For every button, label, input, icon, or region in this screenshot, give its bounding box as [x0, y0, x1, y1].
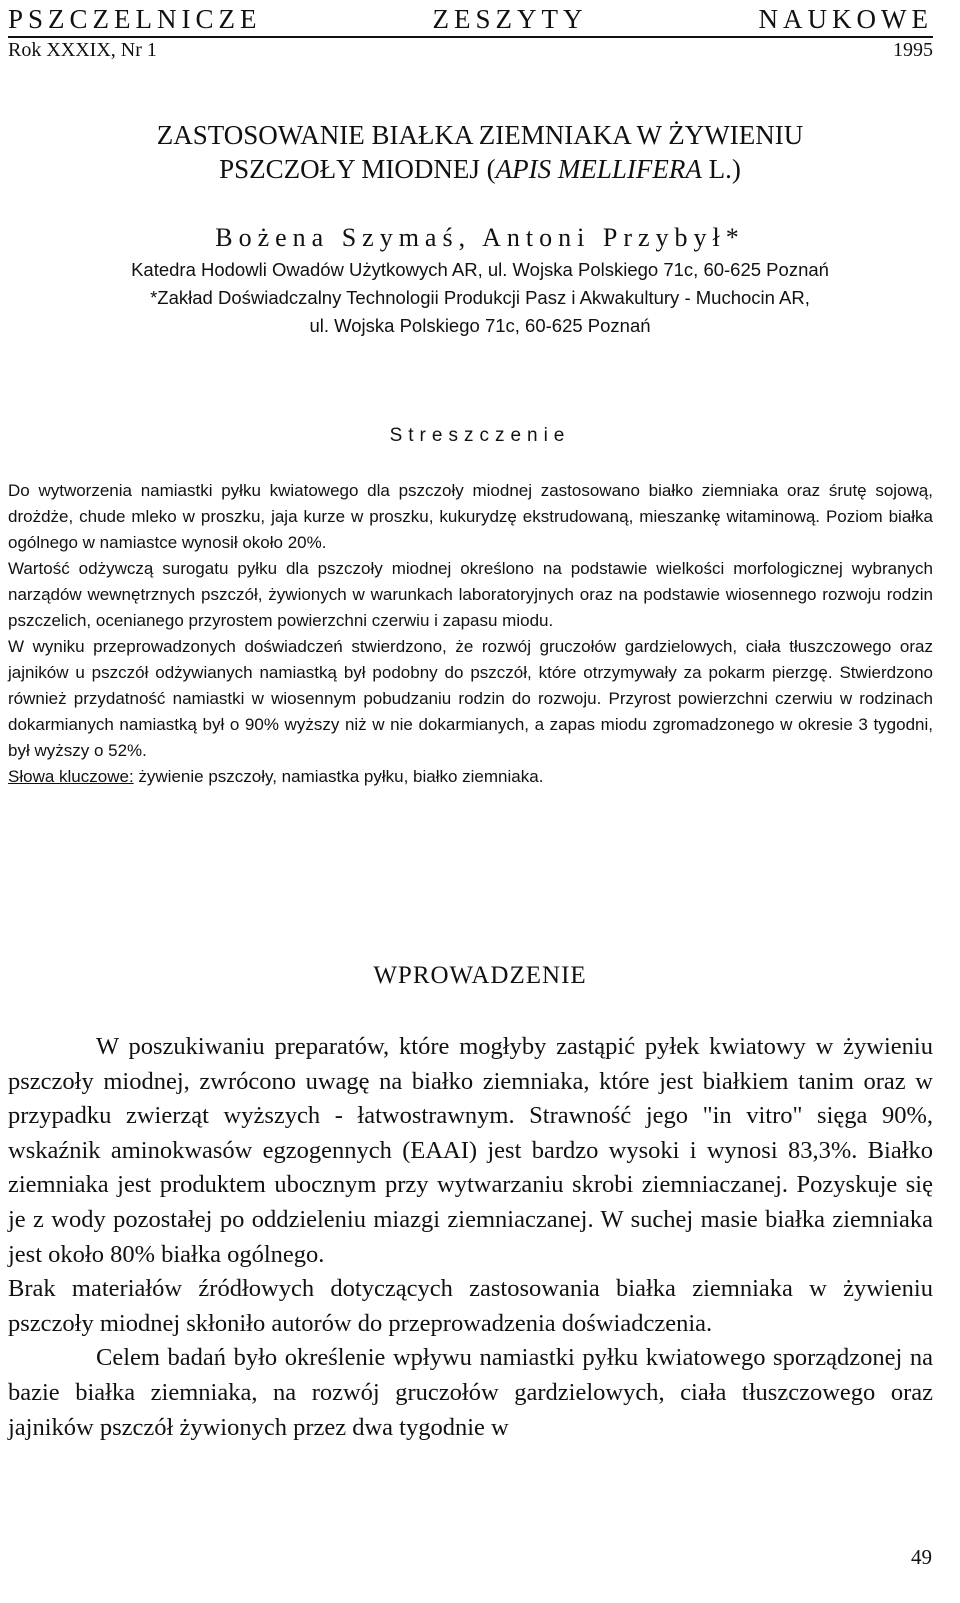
- body-text: [8, 1030, 933, 1445]
- title-line-2: [0, 152, 960, 186]
- title-line-1: ZASTOSOWANIE BIAŁKA ZIEMNIAKA W ŻYWIENIU: [156, 120, 804, 150]
- journal-word-1: PSZCZELNICZE: [8, 4, 262, 34]
- affiliation-line-2: *Zakład Doświadczalny Technologii Produkcji Pasz i Akwakultury - Muchocin AR,: [150, 287, 810, 308]
- affiliation-line-3: ul. Wojska Polskiego 71c, 60-625 Poznań: [309, 315, 651, 336]
- journal-header: [8, 2, 933, 38]
- issue-line: [8, 38, 933, 62]
- abstract-paragraph: W wyniku przeprowadzonych doświadczeń stwierdzono, że rozwój gruczołów gardzielowych, ciała tłuszczowego oraz jajników u pszczół odżywianych namiastką był podobny do pszczół, które otrzymywały za pokarm pierzgę. Stwierdzono również przydatność namiastki w wiosennym pobudzaniu rodzin do rozwoju. Przyrost powierzchni czerwiu w rodzinach dokarmianych namiastką był o 90% wyższy niż w nie dokarmianych, a zapas miodu zgromadzonego w okresie 3 tygodni, był wyższy o 52%.: [8, 637, 933, 760]
- title-species: APIS MELLIFERA: [495, 154, 702, 184]
- title-line-2-prefix: PSZCZOŁY MIODNEJ (: [219, 154, 496, 184]
- journal-word-2: ZESZYTY: [432, 4, 588, 34]
- article-title: [0, 118, 960, 186]
- body-paragraph: Brak materiałów źródłowych dotyczących zastosowania białka ziemniaka w żywieniu pszczoły miodnej skłoniło autorów do przeprowadzenia doświadczenia.: [8, 1275, 933, 1337]
- abstract-paragraph: Wartość odżywczą surogatu pyłku dla pszczoły miodnej określono na podstawie wielkości morfologicznej wybranych narządów wewnętrznych pszczół, żywionych w warunkach laboratoryjnych oraz na podstawie wiosennego rozwoju rodzin pszczelich, ocenianego przyrostem powierzchni czerwiu i zapasu miodu.: [8, 559, 933, 630]
- abstract-paragraph: Do wytworzenia namiastki pyłku kwiatowego dla pszczoły miodnej zastosowano białko ziemniaka oraz śrutę sojową, drożdże, chude mleko w proszku, jaja kurze w proszku, kukurydzę ekstrudowaną, mieszankę witaminową. Poziom białka ogólnego w namiastce wynosił około 20%.: [8, 481, 933, 552]
- page-number: 49: [911, 1545, 932, 1569]
- section-heading: WPROWADZENIE: [373, 962, 587, 989]
- keywords-line: [8, 764, 933, 790]
- journal-word-3: NAUKOWE: [758, 4, 933, 34]
- body-paragraph: W poszukiwaniu preparatów, które mogłyby zastąpić pyłek kwiatowy w żywieniu pszczoły miodnej, zwrócono uwagę na białko ziemniaka, które jest białkiem tanim oraz w przypadku zwierząt wyższych - łatwostrawnym. Strawność jego "in vitro" sięga 90%, wskaźnik aminokwasów egzogennych (EAAI) jest bardzo wysoki i wynosi 83,3%. Białko ziemniaka jest produktem ubocznym przy wytwarzaniu skrobi ziemniaczanej. Pozyskuje się je z wody pozostałej po oddzieleniu miazgi ziemniaczanej. W suchej masie białka ziemniaka jest około 80% białka ogólnego.: [8, 1033, 933, 1268]
- abstract-body: [8, 478, 933, 790]
- keywords: żywienie pszczoły, namiastka pyłku, białko ziemniaka.: [133, 767, 544, 786]
- keywords-label: Słowa kluczowe:: [8, 767, 134, 786]
- authors: Bożena Szymaś, Antoni Przybył*: [215, 223, 745, 252]
- affiliation-line-1: Katedra Hodowli Owadów Użytkowych AR, ul. Wojska Polskiego 71c, 60-625 Poznań: [131, 259, 829, 280]
- body-paragraph: Celem badań było określenie wpływu namiastki pyłku kwiatowego sporządzonej na bazie białka ziemniaka, na rozwój gruczołów gardzielowych, ciała tłuszczowego oraz jajników pszczół żywionych przez dwa tygodnie w: [8, 1344, 933, 1441]
- volume-label: Rok XXXIX, Nr 1: [8, 39, 157, 61]
- title-line-2-suffix: L.): [701, 154, 741, 184]
- year-label: 1995: [893, 39, 933, 61]
- abstract-heading: Streszczenie: [389, 425, 571, 446]
